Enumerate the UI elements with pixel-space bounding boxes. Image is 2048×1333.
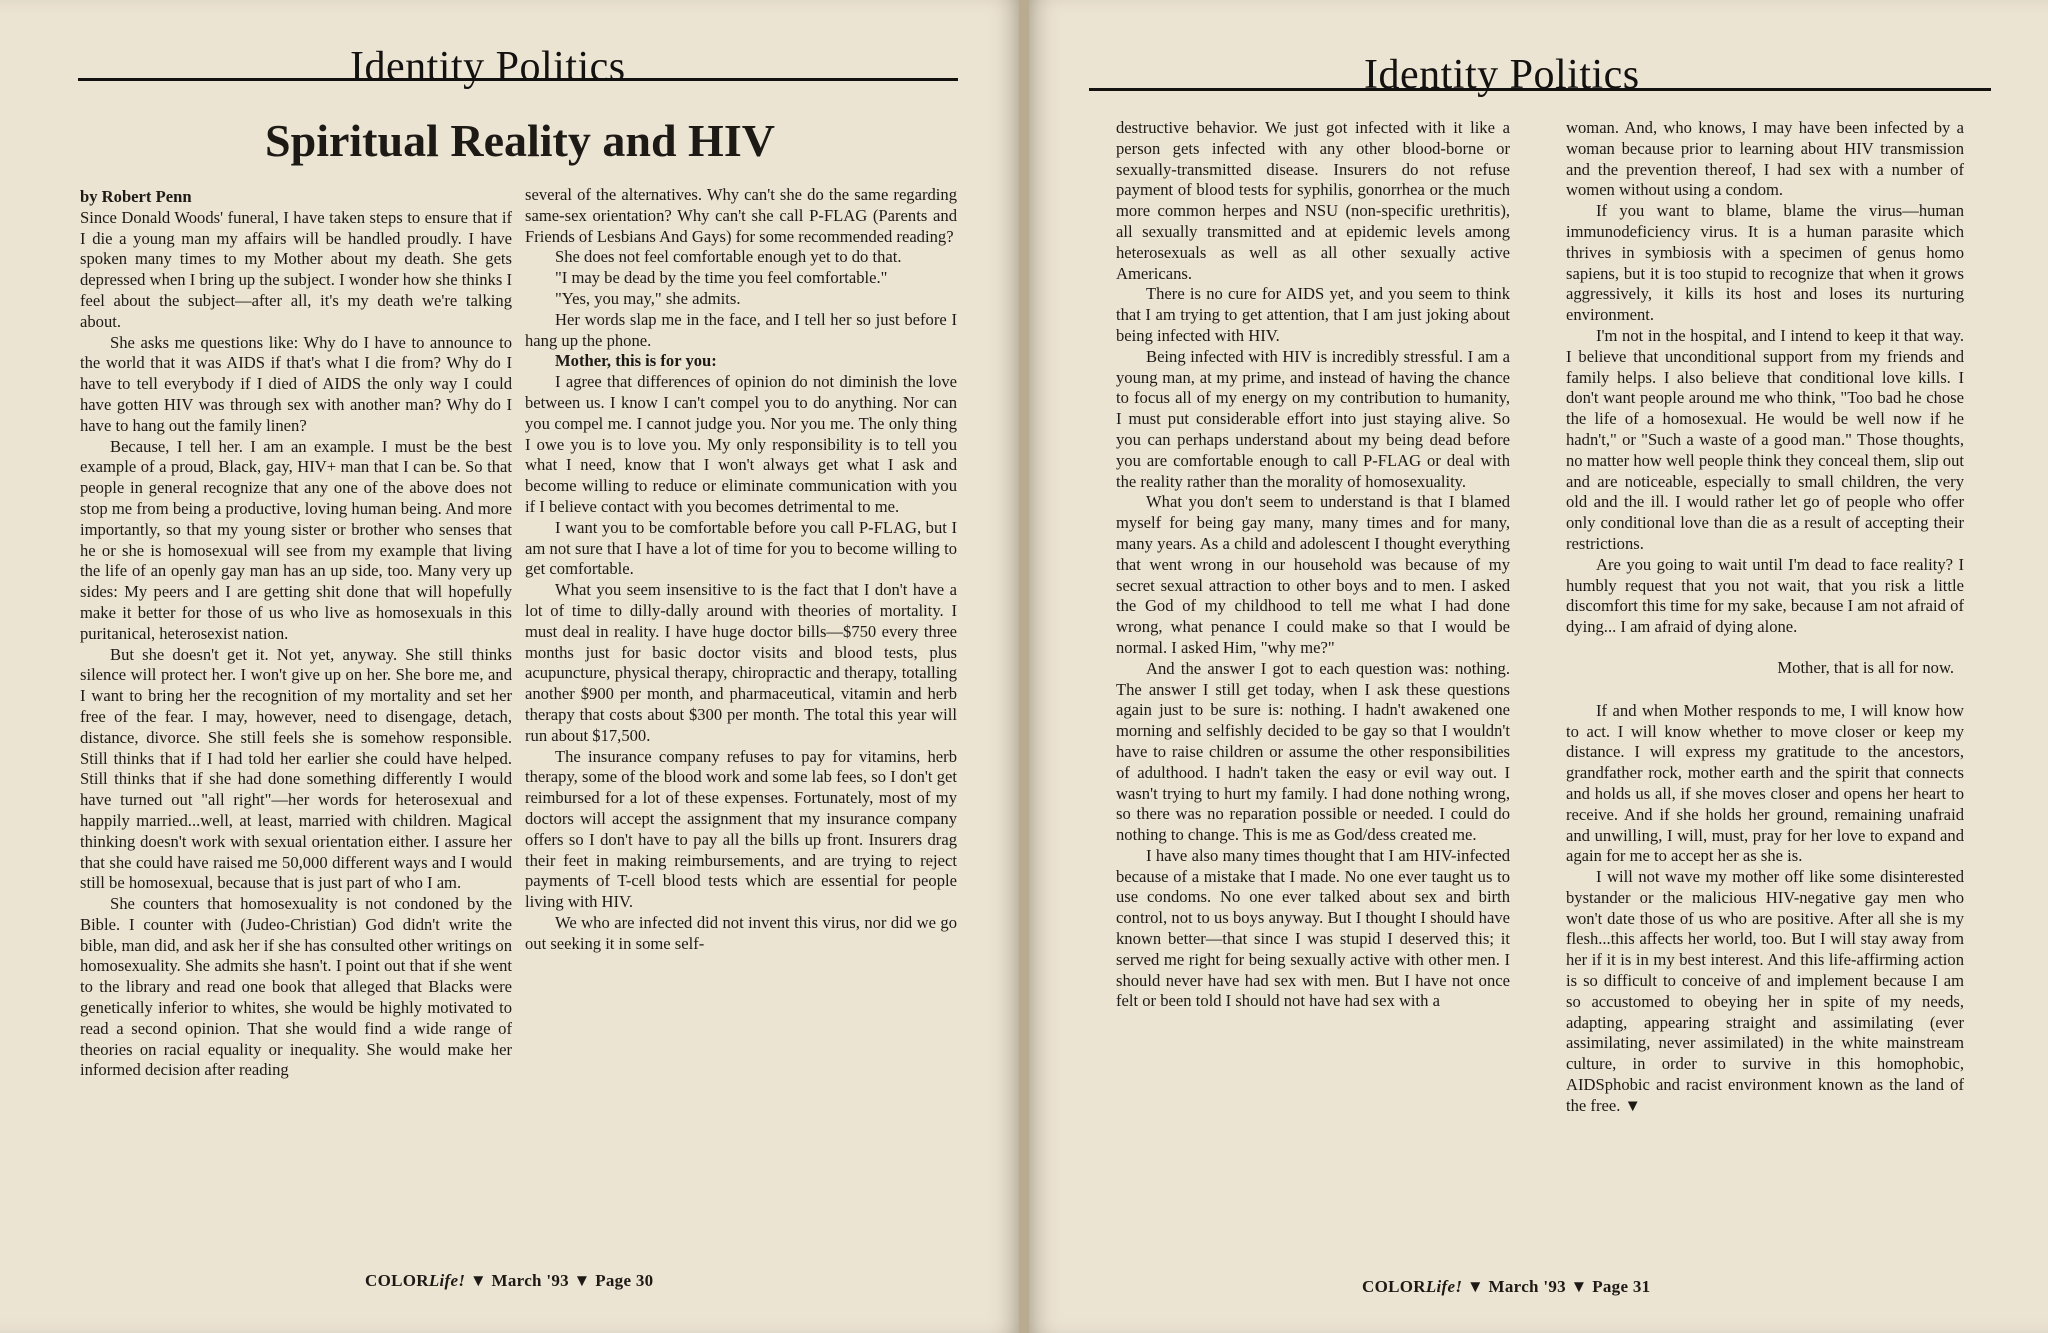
header-rule	[78, 78, 958, 81]
paragraph: I have also many times thought that I am HIV-infected because of a mistake that I made. No one ever taught us to use condoms. No one ever talked about sex and birth control, not to us boys anyway. But I thought I should have known better—that since I was stupid I deserved this; it served me right for being sexually active with other men. I should never have had sex with men. But I have not once felt or been told I should not have had sex with a	[1116, 845, 1510, 1011]
paragraph: Since Donald Woods' funeral, I have taken steps to ensure that if I die a young man my affairs will be handled proudly. I have spoken many times to my Mother about my death. She gets depressed when I bring up the subject. I wonder how she thinks I feel about the subject—after all, it's my death we're talking about.	[80, 207, 512, 331]
page-footer	[1362, 1277, 1650, 1297]
quote-line: "Yes, you may," she admits.	[555, 288, 741, 308]
paragraph: I'm not in the hospital, and I intend to keep it that way. I believe that unconditional support from my friends and family helps. I also believe that conditional love kills. I don't want people around me who think, "Too bad he chose the life of a homosexual. He would be well now if he hadn't," or "Such a waste of a good man." Those thoughts, no matter how well people think they conceal them, slip out and are noticeable, especially to small children, the very old and the ill. I would rather let go of people who offer only conditional love than die as a result of accepting their restrictions.	[1566, 325, 1964, 553]
paragraph: We who are infected did not invent this virus, nor did we go out seeking it in some self-	[525, 912, 957, 953]
byline: by Robert Penn	[80, 187, 192, 206]
footer-brand: COLOR	[1362, 1277, 1426, 1296]
paragraph: If and when Mother responds to me, I will know how to act. I will know whether to move closer or keep my distance. I will express my gratitude to the ancestors, grandfather rock, mother earth and the spirit that connects and holds us all, if she moves closer and opens her heart to receive. And if she holds her ground, remaining unafraid and unwilling, I will, must, pray for her love to expand and again for me to accept her as she is.	[1566, 700, 1964, 866]
left-column-1	[80, 187, 512, 1081]
right-column-1	[1116, 118, 1510, 1012]
footer-issue: ▼ March '93 ▼ Page 30	[465, 1271, 654, 1290]
header-rule	[1089, 88, 1991, 91]
paragraph: What you don't seem to understand is that I blamed myself for being gay many, many times and for many, many years. As a child and adolescent I thought everything that went wrong in our household was because of my secret sexual attraction to other boys and to men. I asked the God of my childhood to tell me what I had done wrong, what penance I could make so that I would be normal. I asked Him, "why me?"	[1116, 492, 1510, 657]
paragraph: Being infected with HIV is incredibly stressful. I am a young man, at my prime, and instead of having the chance to focus all of my energy on my contribution to humanity, I must put considerable effort into just staying alive. So you can perhaps understand about my being dead before you are comfortable enough to call P-FLAG or deal with the reality rather than the morality of homosexuality.	[1116, 346, 1510, 491]
article-headline: Spiritual Reality and HIV	[265, 115, 775, 166]
paragraph: Are you going to wait until I'm dead to face reality? I humbly request that you not wait, that you risk a little discomfort this time for my sake, because I am not afraid of dying... I am afraid of dying alone.	[1566, 554, 1964, 637]
paragraph: She counters that homosexuality is not condoned by the Bible. I counter with (Judeo-Christian) God didn't write the bible, man did, and ask her if she has consulted other writings on homosexuality. She admits she hasn't. I point out that if she went to the library and read one book that alleged that Blacks were genetically inferior to whites, she would be highly motivated to read a second opinion. That she would find a wide range of theories on racial equality or inequality. She would make her informed decision after reading	[80, 894, 512, 1080]
footer-brand-life: Life!	[1425, 1277, 1463, 1296]
paragraph: She asks me questions like: Why do I have to announce to the world that it was AIDS if that's what I die from? Why do I have to tell everybody if I died of AIDS the only way I could have gotten HIV was through sex with another man? Why do I have to hang out the family linen?	[80, 332, 512, 435]
footer-brand-life: Life!	[428, 1271, 466, 1290]
paragraph: But she doesn't get it. Not yet, anyway. She still thinks silence will protect her. I won't give up on her. She bore me, and I want to bring her the recognition of my mortality and set her free of the fear. I may, however, need to disengage, detach, distance, divorce. She still feels she is somehow responsible. Still thinks that if I had told her earlier she could have helped. Still thinks that if she had done something differently I would have turned out "all right"—her words for heterosexual and happily married...well, at least, married with children. Magical thinking doesn't work with sexual orientation either. I assure her that she could have raised me 50,000 different ways and I would still be homosexual, because that is just part of who I am.	[80, 644, 512, 893]
paragraph: I agree that differences of opinion do not diminish the love between us. I know I can't compel you to do anything. Nor can you compel me. I cannot judge you. Nor you me. The only thing I owe you is to love you. My only responsibility is to tell you what I need, know that I won't always get what I ask and become willing to reduce or eliminate communication with you if I believe contact with you becomes detrimental to me.	[525, 372, 957, 516]
paragraph: destructive behavior. We just got infected with it like a person gets infected with any other blood-borne or sexually-transmitted disease. Insurers do not refuse payment of blood tests for syphilis, gonorrhea or the much more common herpes and NSU (non-specific urethritis), all sexually transmitted and at epidemic levels among heterosexuals as well as all other sexually active Americans.	[1116, 118, 1510, 283]
page-footer	[365, 1271, 653, 1291]
binding-gutter	[1019, 0, 1029, 1333]
paragraph: What you seem insensitive to is the fact that I don't have a lot of time to dilly-dally around with theories of mortality. I must deal in reality. I have huge doctor bills—$750 every three months just for basic doctor visits and blood tests, plus acupuncture, physical therapy, chiropractic and therapy, totalling another $900 per month, and pharmaceutical, vitamin and herb therapy that costs about $300 per month. The total this year will run about $17,500.	[525, 580, 957, 745]
sign-off: Mother, that is all for now.	[1777, 657, 1954, 677]
paragraph: I want you to be comfortable before you call P-FLAG, but I am not sure that I have a lot of time for you to become willing to get comfortable.	[525, 517, 957, 579]
footer-issue: ▼ March '93 ▼ Page 31	[1462, 1277, 1651, 1296]
paragraph: She does not feel comfortable enough yet to do that.	[555, 247, 902, 267]
paragraph: The insurance company refuses to pay for vitamins, herb therapy, some of the blood work and some lab fees, so I don't get reimbursed for a lot of these expenses. Fortunately, most of my doctors will accept the assignment that my insurance company offers so I don't have to pay all the bills up front. Insurers drag their feet in making reimbursements, and are trying to reject payments of T-cell blood tests which are essential for people living with HIV.	[525, 746, 957, 912]
quote-line: "I may be dead by the time you feel comfortable."	[555, 268, 888, 288]
left-column-2	[525, 185, 957, 954]
paragraph: There is no cure for AIDS yet, and you seem to think that I am trying to get attention, that I am just joking about being infected with HIV.	[1116, 284, 1510, 345]
section-header: Identity Politics	[1364, 52, 1640, 98]
paragraph: If you want to blame, blame the virus—human immunodeficiency virus. It is a human parasite which thrives in symbiosis with a specimen of genus homo sapiens, but it is too stupid to recognize that when it grows aggressively, it kills its host and loses its nurturing environment.	[1566, 201, 1964, 325]
paragraph: woman. And, who knows, I may have been infected by a woman because prior to learning about HIV transmission and the prevention thereof, I had sex with a number of women without using a condom.	[1566, 118, 1964, 200]
right-page	[1024, 0, 2048, 1333]
letter-subhead: Mother, this is for you:	[555, 351, 717, 371]
paragraph: several of the alternatives. Why can't she do the same regarding same-sex orientation? Why can't she call P-FLAG (Parents and Friends of Lesbians And Gays) for some recommended reading?	[525, 185, 957, 246]
paragraph: Her words slap me in the face, and I tell her so just before I hang up the phone.	[525, 309, 957, 350]
paragraph: And the answer I got to each question was: nothing. The answer I still get today, when I ask these questions again just to be sure is: nothing. I hadn't awakened one morning and selfishly decided to be gay so that I wouldn't have to raise children or assume the other responsibilities of adulthood. I hadn't taken the easy or evil way out. I wasn't trying to hurt my family. I had done nothing wrong, so there was no reparation possible or needed. I could do nothing to change. This is me as God/dess created me.	[1116, 658, 1510, 845]
paragraph: I will not wave my mother off like some disinterested bystander or the malicious HIV-negative gay men who won't date those of us who are positive. After all she is my flesh...this affects her world, too. But I will stay away from her if it is in my best interest. And this life-affirming action is so difficult to conceive of and implement because I am so accustomed to obeying her in spite of my needs, adapting, appearing straight and assimilating (ever assimilating, never assimilated) in the white mainstream culture, in order to survive in this homophobic, AIDSphobic and racist environment known as the land of the free. ▼	[1566, 867, 1964, 1115]
footer-brand: COLOR	[365, 1271, 429, 1290]
paragraph: Because, I tell her. I am an example. I must be the best example of a proud, Black, gay, HIV+ man that I can be. So that people in general recognize that any one of the above does not stop me from being a productive, loving human being. And more importantly, so that my young sister or brother who senses that he or she is homosexual will see from my example that living the life of an openly gay man has an up side, too. Many very up sides: My peers and I are getting shit done that will hopefully make it better for those of us who live as homosexuals in this puritanical, heterosexist nation.	[80, 436, 512, 643]
right-column-2	[1566, 118, 1964, 1117]
section-header: Identity Politics	[350, 44, 626, 90]
